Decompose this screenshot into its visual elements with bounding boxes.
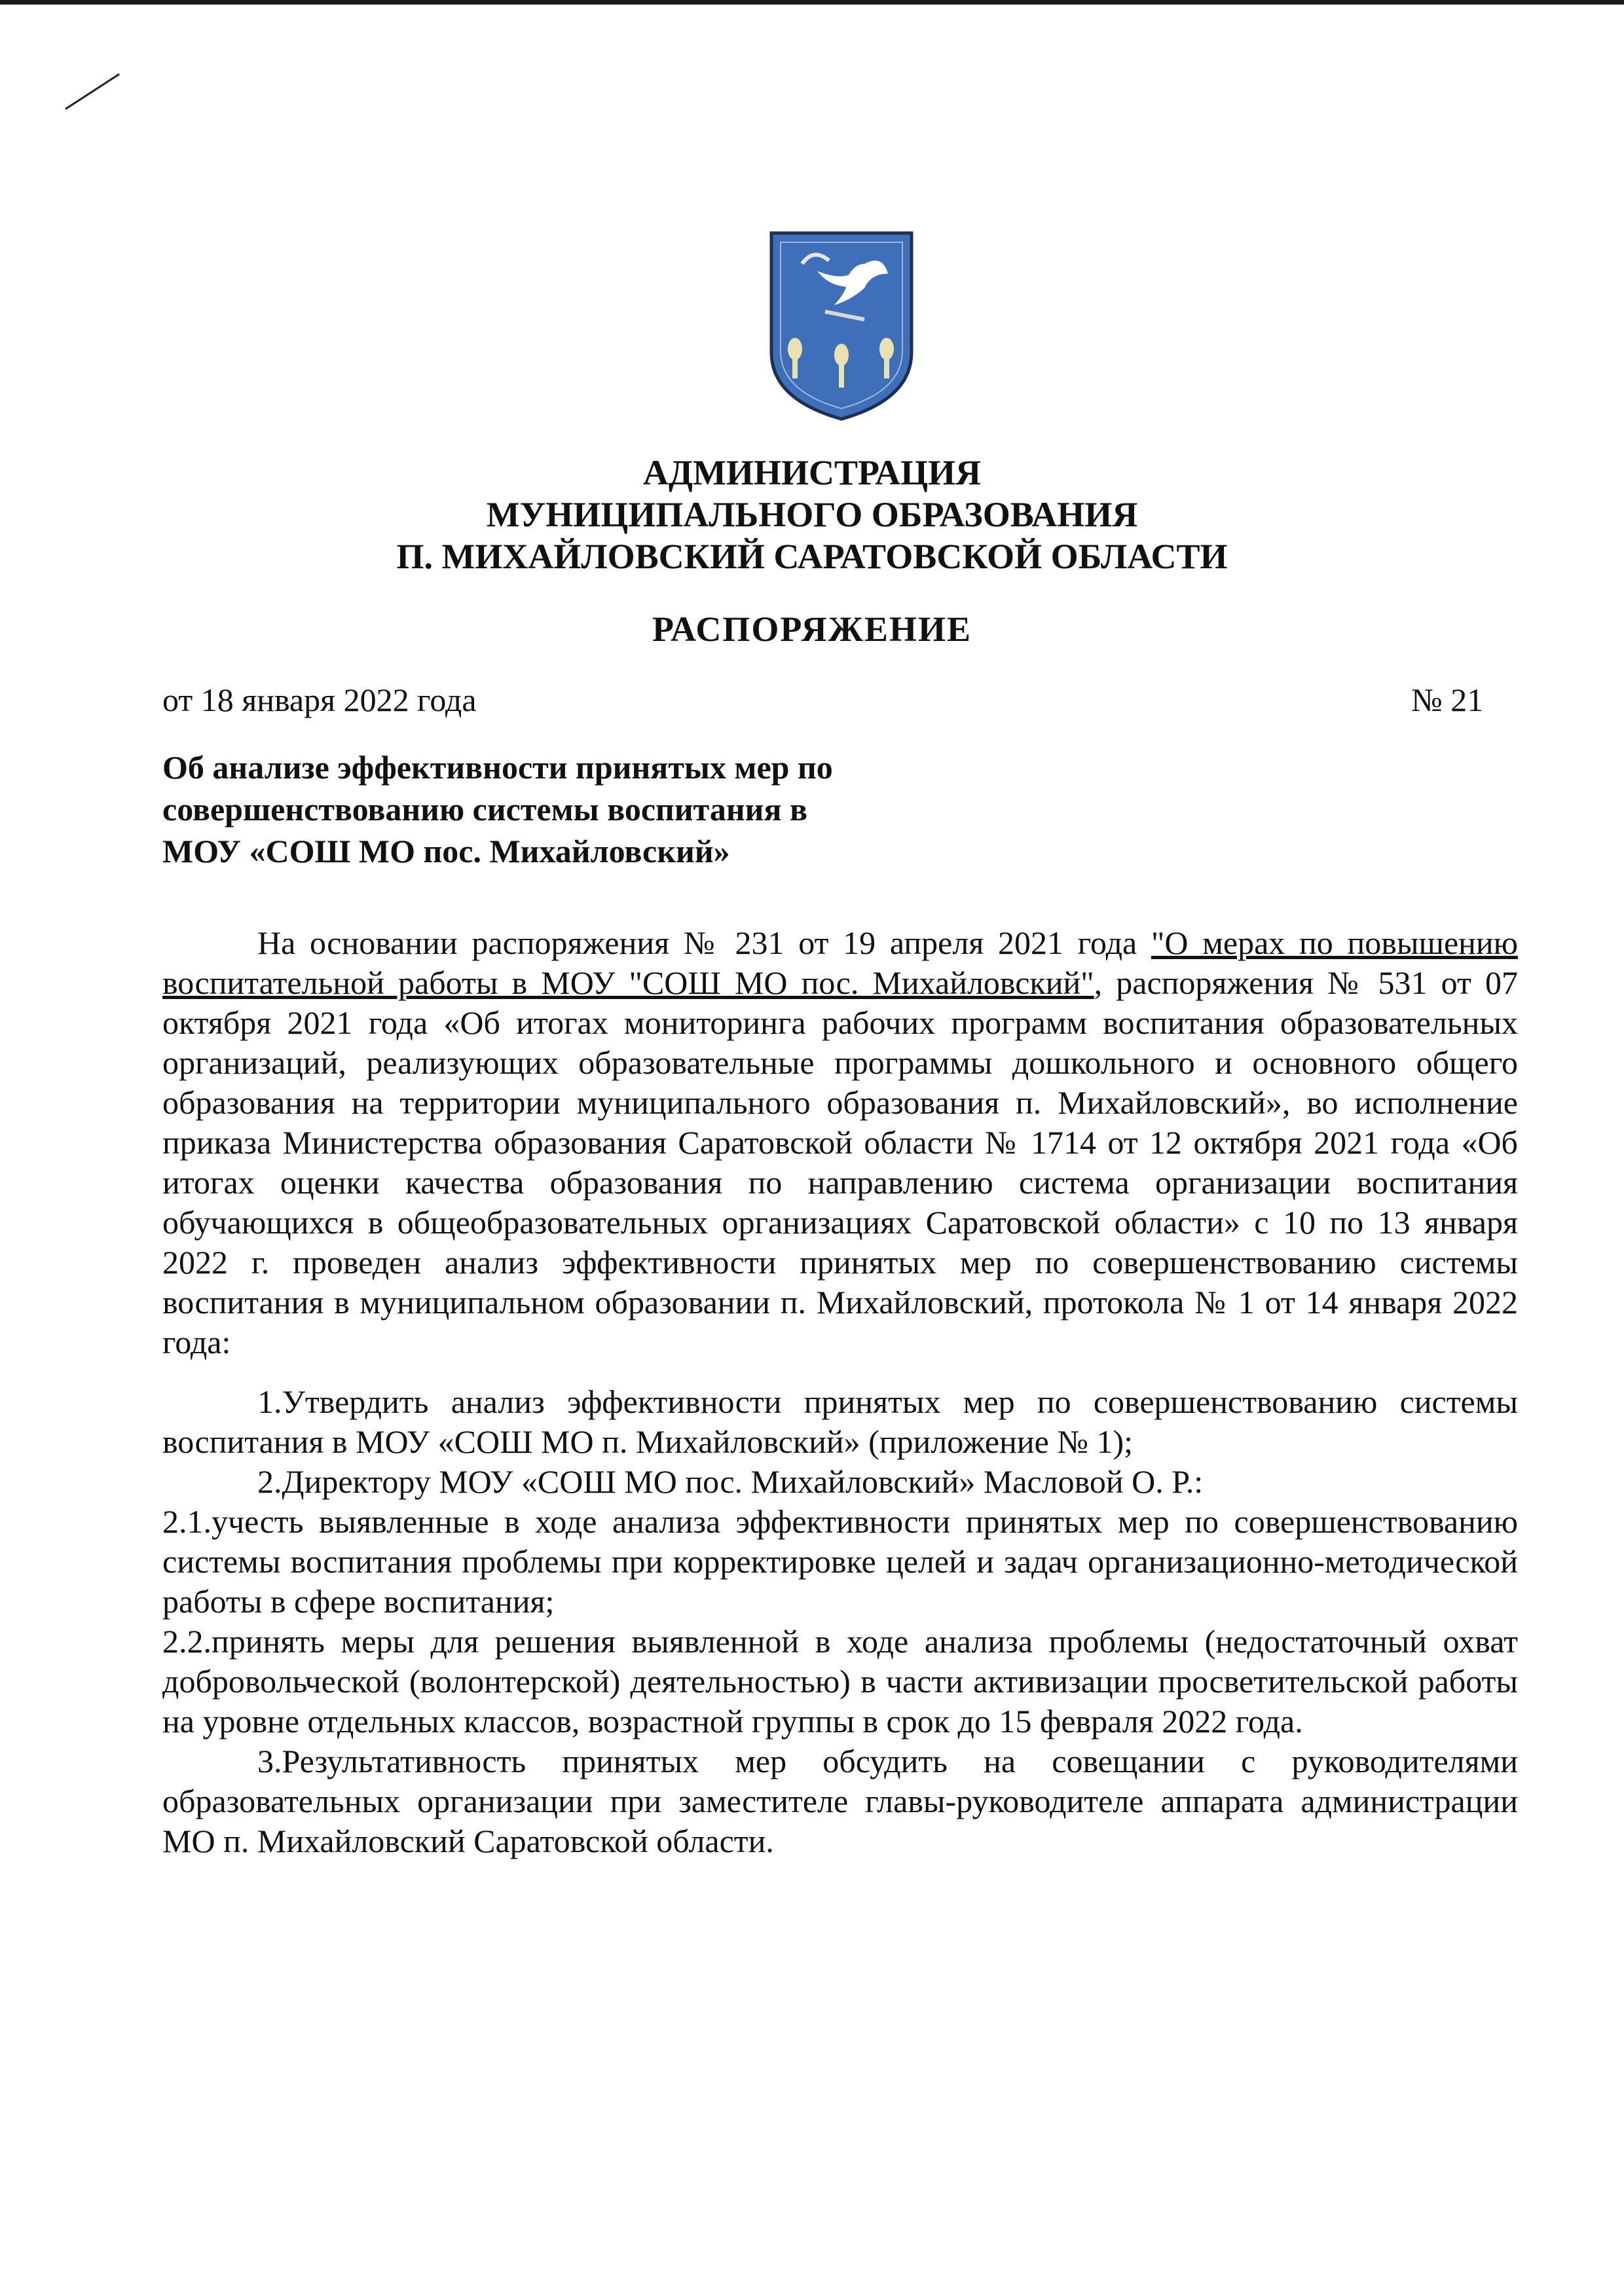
paragraph-gap	[162, 1362, 1518, 1382]
referenced-order-link: "О мерах по повышению воспитательной работы в МОУ "СОШ МО пос. Михайловский"	[162, 924, 1519, 1001]
issuer-header	[0, 452, 1624, 577]
item-3: 3.Результативность принятых мер обсудить на совещании с руководителями образовательных организации при заместителе главы-руководителе аппарата администрации МО п. Михайловский Саратовской области.	[162, 1743, 1518, 1859]
subject-line-1: Об анализе эффективности принятых мер по	[162, 749, 833, 786]
document-subject	[162, 746, 1014, 872]
pen-mark	[65, 73, 120, 110]
coat-of-arms-emblem	[766, 228, 917, 424]
header-line-2: МУНИЦИПАЛЬНОГО ОБРАЗОВАНИЯ	[486, 495, 1138, 534]
preamble-rest: , распоряжения № 531 от 07 октября 2021 года «Об итогах мониторинга рабочих программ воспитания образовательных организаций, реализующих образовательные программы дошкольного и основного общего образования на территории муниципального образования п. Михайловский», во исполнение приказа Министерства образования Саратовской области № 1714 от 12 октября 2021 года «Об итогах оценки качества образования по направлению система организации воспитания обучающихся в общеобразовательных организациях Саратовской области» с 10 по 13 января 2022 г. проведен анализ эффективности принятых мер по совершенствованию системы воспитания в муниципальном образовании п. Михайловский, протокола № 1 от 14 января 2022 года:	[162, 964, 1518, 1360]
preamble-paragraph	[162, 923, 1518, 1362]
document-type: РАСПОРЯЖЕНИЕ	[652, 610, 972, 649]
document-date: от 18 января 2022 года	[162, 682, 477, 718]
preamble-lead: На основании распоряжения № 231 от 19 апреля 2021 года	[257, 924, 1151, 961]
header-line-1: АДМИНИСТРАЦИЯ	[642, 453, 982, 492]
scan-edge	[0, 0, 1624, 5]
document-number: № 21	[1411, 682, 1484, 718]
document-body	[162, 923, 1518, 1861]
item-2-2: 2.2.принять меры для решения выявленной в ходе анализа проблемы (недостаточный охват добровольческой (волонтерской) деятельностью) в части активизации просветительской работы на уровне отдельных классов, возрастной группы в срок до 15 февраля 2022 года.	[162, 1623, 1518, 1740]
header-line-3: П. МИХАЙЛОВСКИЙ САРАТОВСКОЙ ОБЛАСТИ	[396, 537, 1228, 576]
item-1: 1.Утвердить анализ эффективности принятых мер по совершенствованию системы воспитания в МОУ «СОШ МО п. Михайловский» (приложение № 1);	[162, 1383, 1518, 1460]
item-2-1: 2.1.учесть выявленные в ходе анализа эффективности принятых мер по совершенствованию системы воспитания проблемы при корректировке целей и задач организационно-методической работы в сфере воспитания;	[162, 1503, 1518, 1620]
item-2: 2.Директору МОУ «СОШ МО пос. Михайловский» Масловой О. Р.:	[257, 1463, 1204, 1500]
subject-line-2: совершенствованию системы воспитания в	[162, 791, 808, 828]
subject-line-3: МОУ «СОШ МО пос. Михайловский»	[162, 833, 730, 869]
